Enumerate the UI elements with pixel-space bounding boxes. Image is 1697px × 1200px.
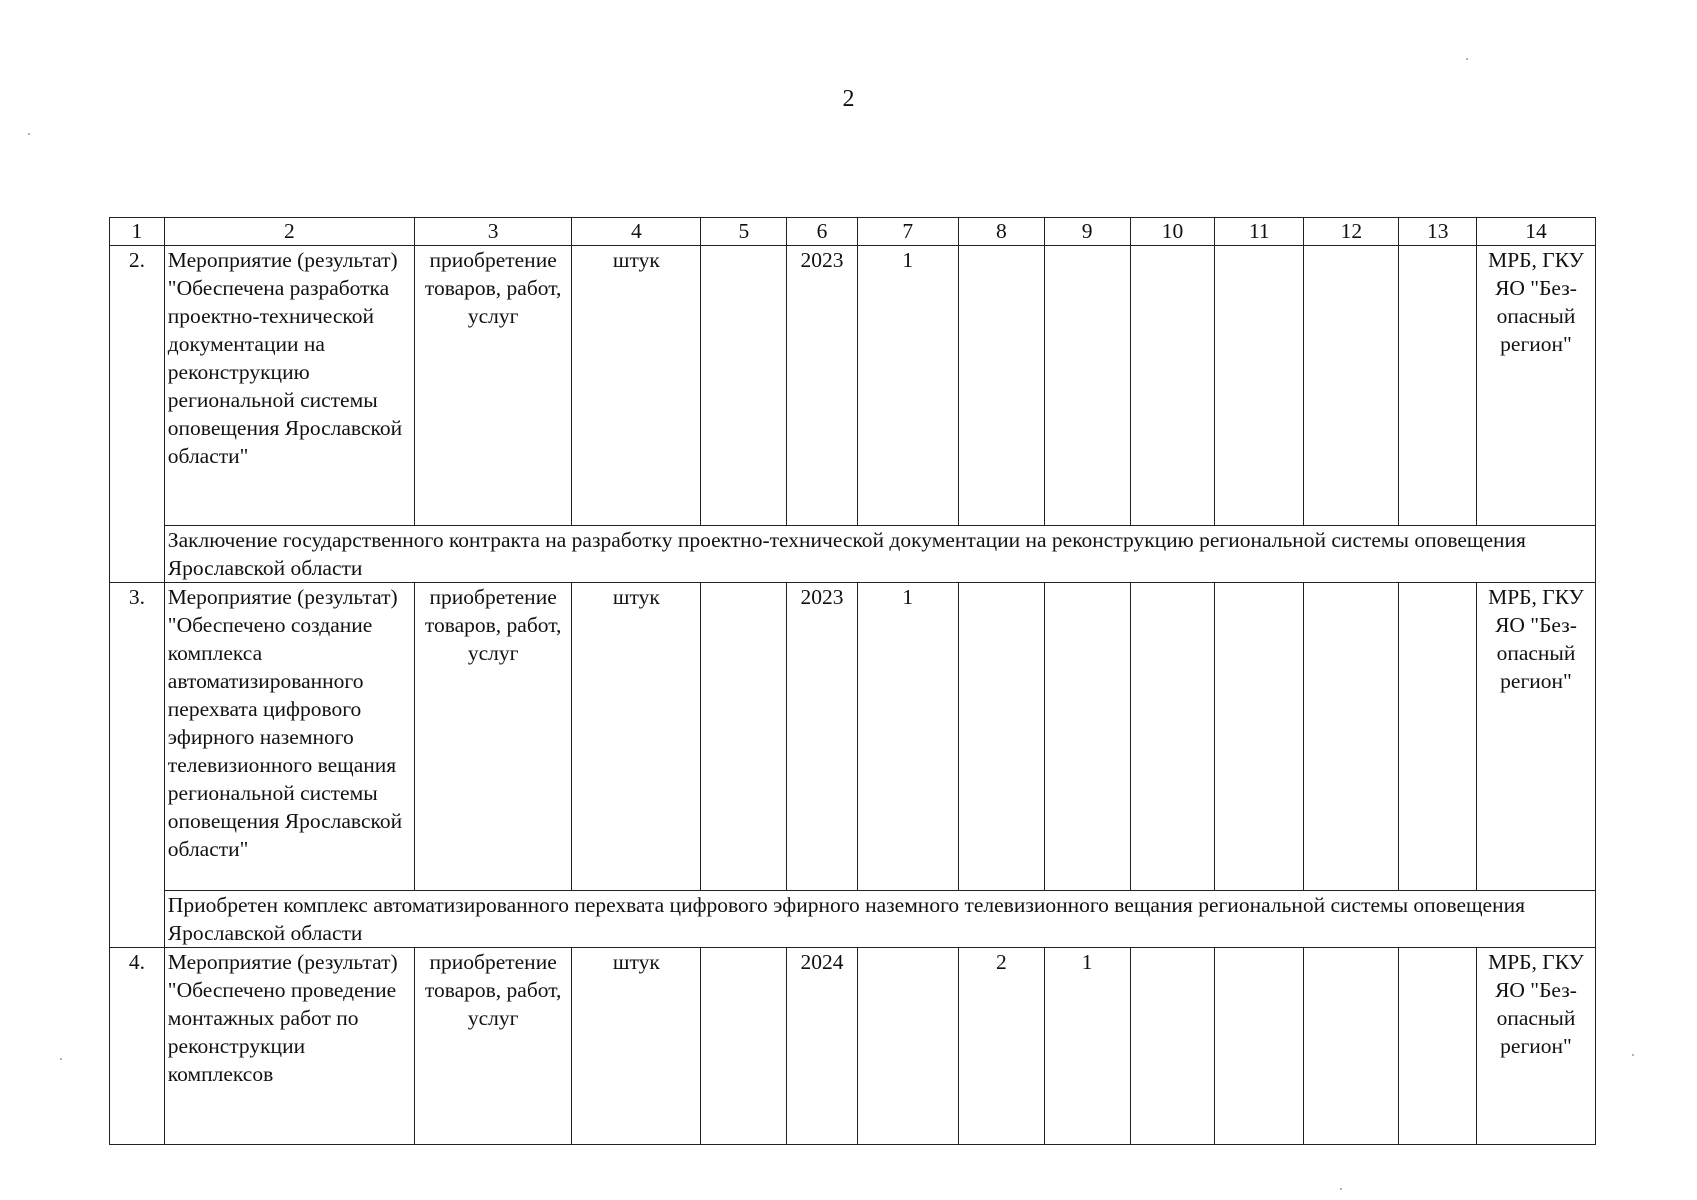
column-header: 11 (1215, 218, 1304, 246)
activity-name: Мероприятие (результат) "Обеспечено создание комплекса автоматизированного перехвата цифрового эфирного наземного телевизионного вещания региональной системы оповещения Ярославской области" (164, 583, 414, 891)
scan-speck (60, 1058, 62, 1060)
note-row (110, 526, 1596, 583)
note-row (110, 891, 1596, 948)
activity-type: приобретение товаров, работ, услуг (415, 583, 572, 891)
column-header: 14 (1476, 218, 1595, 246)
column-header: 6 (787, 218, 857, 246)
cell-12 (1304, 583, 1399, 891)
cell-5 (701, 583, 787, 891)
cell-8 (958, 246, 1044, 526)
responsible: МРБ, ГКУ ЯО "Без-опасный регион" (1476, 583, 1595, 891)
row-number: 2. (110, 246, 165, 583)
activity-name: Мероприятие (результат) "Обеспечено проведение монтажных работ по реконструкции комплексов (164, 948, 414, 1145)
unit: штук (572, 583, 701, 891)
cell-13 (1399, 246, 1477, 526)
cell-9 (1044, 583, 1130, 891)
cell-12 (1304, 246, 1399, 526)
column-header: 4 (572, 218, 701, 246)
year: 2023 (787, 583, 857, 891)
cell-10 (1130, 583, 1215, 891)
cell-11 (1215, 246, 1304, 526)
cell-8: 2 (958, 948, 1044, 1145)
column-header: 12 (1304, 218, 1399, 246)
cell-8 (958, 583, 1044, 891)
unit: штук (572, 948, 701, 1145)
column-header: 7 (857, 218, 958, 246)
result-note: Заключение государственного контракта на разработку проектно-технической документации на реконструкцию региональной системы оповещения Ярославской области (164, 526, 1595, 583)
cell-13 (1399, 948, 1477, 1145)
table-row (110, 948, 1596, 1145)
cell-7: 1 (857, 583, 958, 891)
cell-10 (1130, 948, 1215, 1145)
table-row (110, 246, 1596, 526)
cell-7: 1 (857, 246, 958, 526)
activity-name: Мероприятие (результат) "Обеспечена разработка проектно-технической документации на реконструкцию региональной системы оповещения Ярославской области" (164, 246, 414, 526)
year: 2024 (787, 948, 857, 1145)
column-header: 1 (110, 218, 165, 246)
column-header: 5 (701, 218, 787, 246)
cell-13 (1399, 583, 1477, 891)
year: 2023 (787, 246, 857, 526)
cell-10 (1130, 246, 1215, 526)
responsible: МРБ, ГКУ ЯО "Без-опасный регион" (1476, 246, 1595, 526)
scan-speck (1466, 58, 1468, 60)
scan-speck (28, 133, 30, 135)
cell-9 (1044, 246, 1130, 526)
column-header: 3 (415, 218, 572, 246)
activity-type: приобретение товаров, работ, услуг (415, 246, 572, 526)
result-note: Приобретен комплекс автоматизированного перехвата цифрового эфирного наземного телевизионного вещания региональной системы оповещения Ярославской области (164, 891, 1595, 948)
cell-12 (1304, 948, 1399, 1145)
cell-9: 1 (1044, 948, 1130, 1145)
table-row (110, 583, 1596, 891)
unit: штук (572, 246, 701, 526)
cell-5 (701, 948, 787, 1145)
cell-11 (1215, 948, 1304, 1145)
column-header: 13 (1399, 218, 1477, 246)
row-number: 3. (110, 583, 165, 948)
column-header: 9 (1044, 218, 1130, 246)
cell-7 (857, 948, 958, 1145)
cell-5 (701, 246, 787, 526)
column-header: 10 (1130, 218, 1215, 246)
scan-speck (1340, 1188, 1342, 1190)
column-number-row (110, 218, 1596, 246)
activity-type: приобретение товаров, работ, услуг (415, 948, 572, 1145)
activities-table (109, 217, 1596, 1145)
cell-11 (1215, 583, 1304, 891)
page-number: 2 (842, 86, 855, 112)
column-header: 8 (958, 218, 1044, 246)
scan-speck (1632, 1054, 1634, 1056)
row-number: 4. (110, 948, 165, 1145)
column-header: 2 (164, 218, 414, 246)
responsible: МРБ, ГКУ ЯО "Без-опасный регион" (1476, 948, 1595, 1145)
